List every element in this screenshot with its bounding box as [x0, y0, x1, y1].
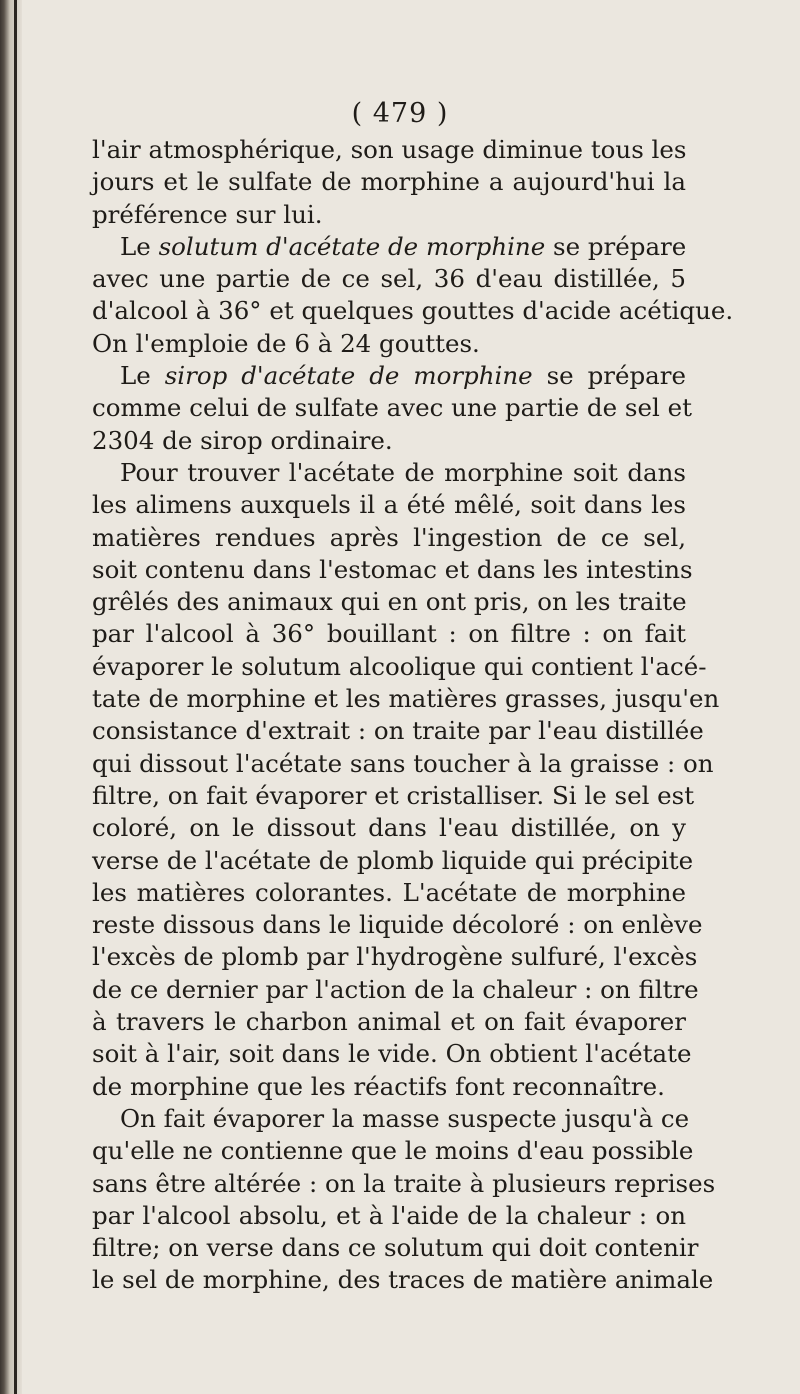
text-line: jours et le sulfate de morphine a aujourd'hui la	[92, 167, 686, 197]
text-line: sans être altérée : on la traite à plusieurs reprises	[92, 1168, 716, 1198]
text-line: On l'emploie de 6 à 24 gouttes.	[92, 328, 480, 358]
body-text	[92, 134, 734, 1297]
text-line: soit à l'air, soit dans le vide. On obtient l'acétate	[92, 1039, 692, 1069]
text-line: comme celui de sulfate avec une partie de sel et	[92, 393, 692, 423]
text-segment: Le	[120, 231, 159, 261]
text-line: le sel de morphine, des traces de matière animale	[92, 1265, 714, 1295]
text-line: Pour trouver l'acétate de morphine soit dans	[120, 457, 686, 487]
book-spine-shadow	[0, 0, 22, 1394]
text-line: à travers le charbon animal et on fait évaporer	[92, 1007, 686, 1037]
text-line: l'excès de plomb par l'hydrogène sulfuré, l'excès	[92, 942, 698, 972]
text-line: l'air atmosphérique, son usage diminue tous les	[92, 135, 687, 164]
text-line: les matières colorantes. L'acétate de morphine	[92, 877, 686, 907]
text-line: avec une partie de ce sel, 36 d'eau distillée, 5	[92, 264, 686, 294]
text-line: de ce dernier par l'action de la chaleur : on filtre	[92, 974, 699, 1004]
text-line: évaporer le solutum alcoolique qui contient l'acé-	[92, 651, 707, 681]
text-line: qu'elle ne contienne que le moins d'eau possible	[92, 1136, 694, 1166]
text-line: par l'alcool absolu, et à l'aide de la chaleur : on	[92, 1200, 686, 1230]
text-line: 2304 de sirop ordinaire.	[92, 425, 393, 455]
text-line: d'alcool à 36° et quelques gouttes d'acide acétique.	[92, 296, 734, 326]
text-line: grêlés des animaux qui en ont pris, on les traite	[92, 587, 687, 617]
text-segment: se prépare	[545, 231, 687, 261]
text-segment: se prépare	[532, 361, 686, 391]
text-line: filtre; on verse dans ce solutum qui doit contenir	[92, 1233, 699, 1263]
text-line: coloré, on le dissout dans l'eau distillée, on y	[92, 813, 686, 843]
page-number: ( 479 )	[351, 98, 449, 129]
text-line: filtre, on fait évaporer et cristalliser. Si le sel est	[92, 780, 695, 810]
text-line: tate de morphine et les matières grasses, jusqu'en	[92, 684, 720, 714]
page-binding-edge	[14, 0, 17, 1394]
text-line	[92, 360, 686, 392]
text-line: par l'alcool à 36° bouillant : on filtre : on fait	[92, 619, 686, 649]
text-line: de morphine que les réactifs font reconnaître.	[92, 1071, 665, 1101]
text-line: qui dissout l'acétate sans toucher à la graisse : on	[92, 748, 714, 778]
text-line: On fait évaporer la masse suspecte jusqu'à ce	[120, 1103, 690, 1133]
text-line	[92, 231, 686, 263]
text-line: les alimens auxquels il a été mêlé, soit dans les	[92, 490, 686, 520]
italic-term: sirop d'acétate de morphine	[164, 361, 533, 391]
text-line: verse de l'acétate de plomb liquide qui précipite	[92, 845, 694, 875]
text-segment: Le	[120, 361, 165, 391]
italic-term: solutum d'acétate de morphine	[158, 231, 546, 261]
text-line: préférence sur lui.	[92, 199, 323, 229]
text-line: consistance d'extrait : on traite par l'eau distillée	[92, 716, 704, 746]
text-line: matières rendues après l'ingestion de ce sel,	[92, 522, 686, 552]
text-line: soit contenu dans l'estomac et dans les intestins	[92, 554, 693, 584]
text-line: reste dissous dans le liquide décoloré : on enlève	[92, 910, 703, 940]
